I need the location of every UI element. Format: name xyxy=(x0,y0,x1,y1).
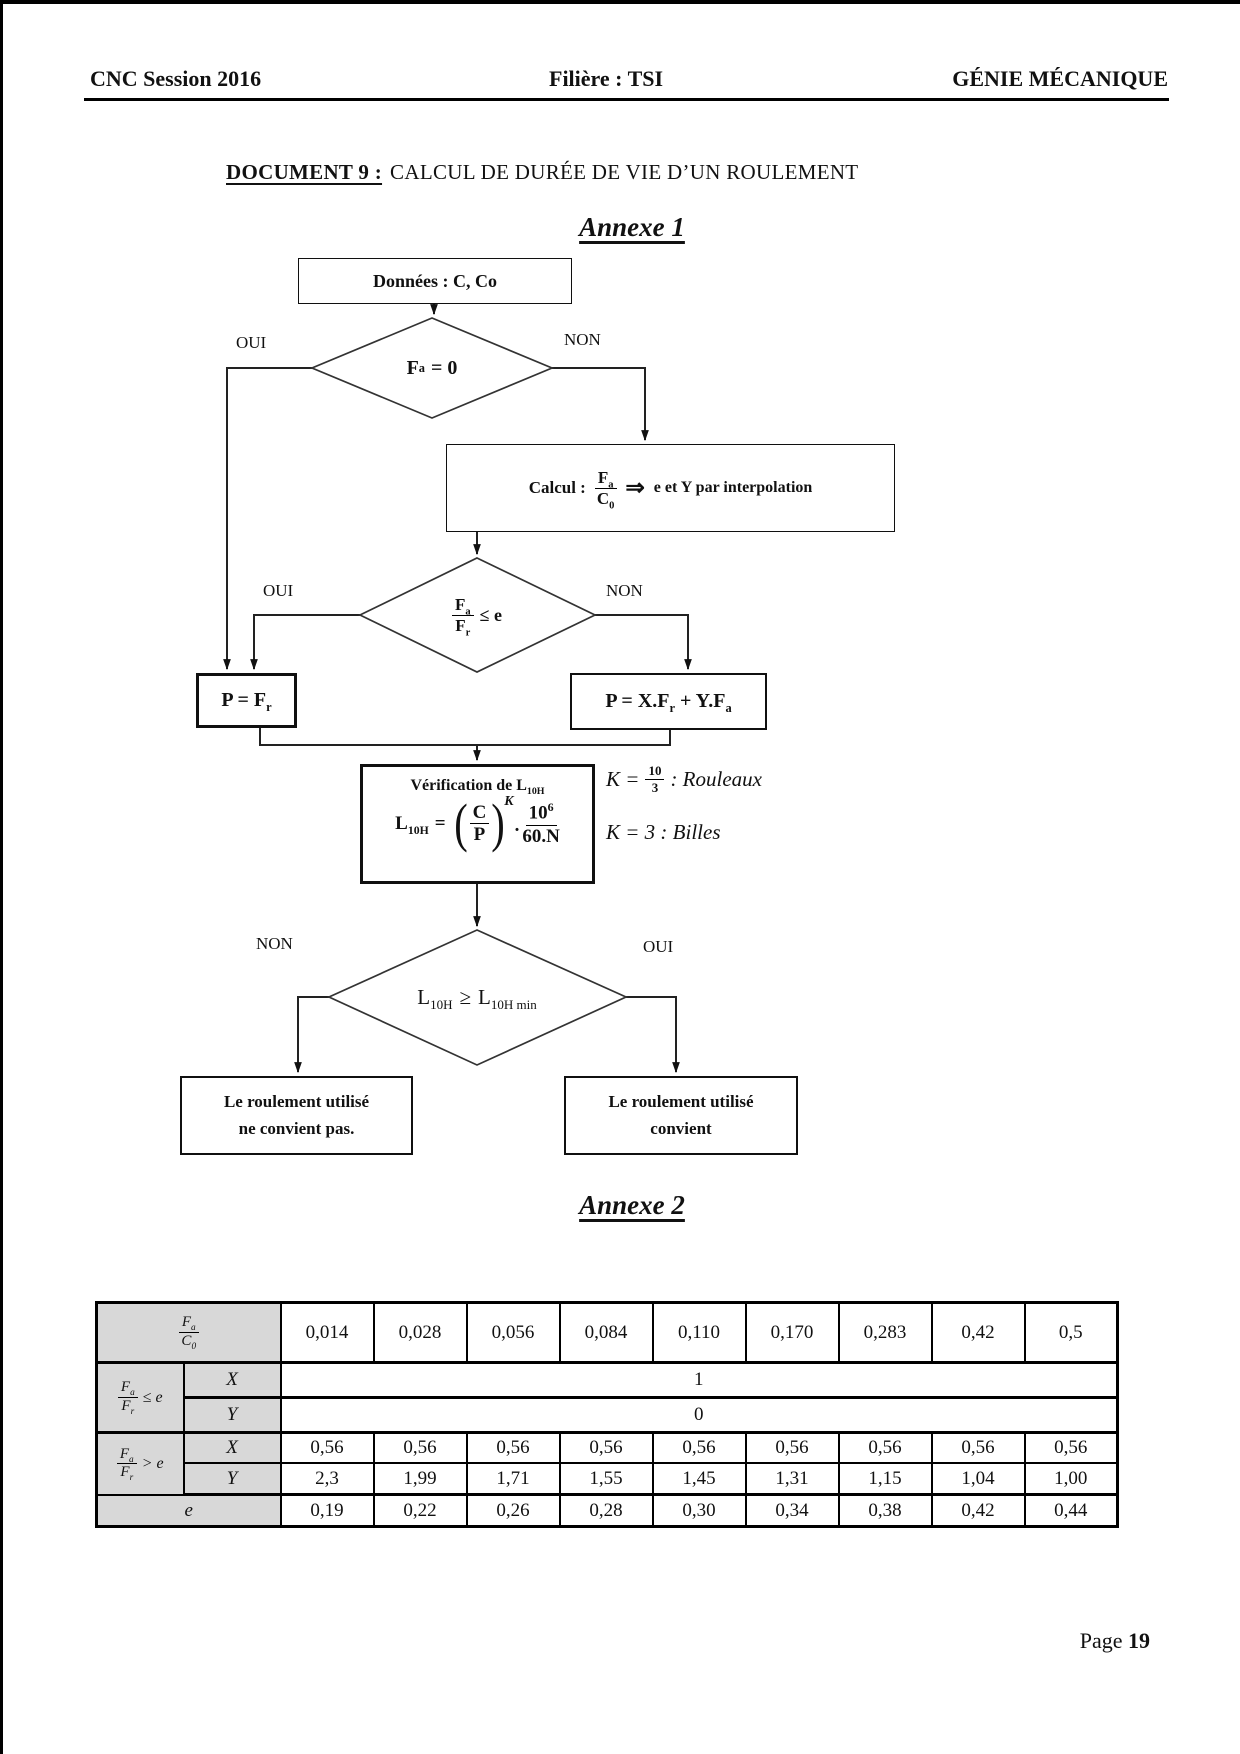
implies-arrow: ⇒ xyxy=(625,475,645,500)
p-xy-s2: a xyxy=(725,701,732,715)
fa-fr-gt-num xyxy=(117,1447,137,1465)
p-fr-text: P = F xyxy=(221,689,267,711)
corner-fraction xyxy=(98,1315,280,1350)
header-session: CNC Session 2016 xyxy=(90,66,262,91)
calc-frac-den xyxy=(596,488,615,511)
close-paren: ) xyxy=(491,793,506,853)
page-number-label: Page xyxy=(1079,1628,1123,1653)
fa-fr-gt-den xyxy=(120,1464,134,1484)
table-row-x-le xyxy=(97,1363,1118,1398)
connector-d2-oui-to-pfr xyxy=(254,615,360,669)
calc-den-base: C xyxy=(596,488,610,508)
connector-d3-non-to-resno xyxy=(298,997,329,1072)
calc-frac-num xyxy=(595,469,617,489)
calc-den-sub: 0 xyxy=(609,499,615,511)
y-label-cell: Y xyxy=(184,1463,281,1495)
corner-cell xyxy=(97,1303,281,1363)
y-gt-cell: 1,55 xyxy=(560,1463,653,1495)
verif-eq: = xyxy=(434,812,446,834)
y-gt-cell: 1,00 xyxy=(1025,1463,1118,1495)
p-xy-formula xyxy=(605,690,731,713)
bearing-coefficients-table xyxy=(95,1301,1119,1528)
d2-non-label: NON xyxy=(606,581,643,600)
verif-lhs xyxy=(395,813,429,835)
y-gt-cell: 1,99 xyxy=(374,1463,467,1495)
d2-num-base: F xyxy=(454,594,466,614)
condition-le xyxy=(98,1380,183,1415)
table-row-y-gt xyxy=(97,1463,1118,1495)
p-xy-t1: P = X.F xyxy=(605,690,670,712)
d3-oui-label: OUI xyxy=(643,937,674,956)
gt-num-base: F xyxy=(119,1445,130,1462)
corner-den-base: C xyxy=(181,1333,192,1349)
d2-den-sub: r xyxy=(465,626,471,638)
page-title-label: DOCUMENT 9 : xyxy=(226,160,383,184)
x-gt-cell: 0,56 xyxy=(653,1433,746,1464)
decision-fa-zero-label: F a = 0 xyxy=(406,356,458,379)
gt-cmp: > e xyxy=(141,1454,164,1472)
verif-cp-fraction xyxy=(470,803,490,846)
x-gt-cell: 0,56 xyxy=(1025,1433,1118,1464)
y-gt-cell: 1,45 xyxy=(653,1463,746,1495)
e-value-cell: 0,38 xyxy=(839,1495,932,1527)
table-row-y-le xyxy=(97,1398,1118,1433)
ratio-cell: 0,42 xyxy=(932,1303,1025,1363)
verif-pow-num xyxy=(526,801,557,825)
e-label-cell: e xyxy=(97,1495,281,1527)
table-row-e xyxy=(97,1495,1118,1527)
d1-rest: = 0 xyxy=(431,356,458,379)
page-number-value: 19 xyxy=(1128,1628,1150,1653)
y-gt-cell: 1,31 xyxy=(746,1463,839,1495)
table-row-header xyxy=(97,1303,1118,1363)
corner-num-base: F xyxy=(181,1314,192,1331)
y-label-cell: Y xyxy=(184,1398,281,1433)
d2-oui-label: OUI xyxy=(263,581,294,600)
d3-l1 xyxy=(417,985,452,1010)
gt-num-sub: a xyxy=(129,1454,134,1465)
x-gt-cell: 0,56 xyxy=(467,1433,560,1464)
note-rouleaux xyxy=(606,764,762,794)
x-gt-cell: 0,56 xyxy=(746,1433,839,1464)
condition-gt xyxy=(98,1447,183,1482)
d1-base: F xyxy=(406,356,419,379)
fa-c0-den xyxy=(181,1333,196,1350)
d3-cmp: ≥ xyxy=(459,984,472,1009)
verif-lhs-base: L xyxy=(395,812,408,834)
x-gt-cell: 0,56 xyxy=(560,1433,653,1464)
e-value-cell: 0,26 xyxy=(467,1495,560,1527)
d3-l2-sub: 10H min xyxy=(490,996,537,1012)
calc-box xyxy=(446,444,895,532)
ratio-cell: 0,014 xyxy=(281,1303,374,1363)
d3-l1-base: L xyxy=(417,984,431,1009)
connector-d3-oui-to-resyes xyxy=(626,997,676,1072)
calc-num-sub: a xyxy=(608,479,614,491)
gt-den-sub: r xyxy=(129,1473,134,1484)
note-rouleaux-pre: K = xyxy=(606,766,640,791)
d2-num-sub: a xyxy=(465,606,471,618)
e-value-cell: 0,28 xyxy=(560,1495,653,1527)
note-rouleaux-fraction xyxy=(645,764,664,794)
x-gt-cell: 0,56 xyxy=(932,1433,1025,1464)
verif-exponent: K xyxy=(504,793,514,809)
page-title-text: CALCUL DE DURÉE DE VIE D’UN ROULEMENT xyxy=(390,160,859,184)
verification-box xyxy=(360,764,595,884)
e-value-cell: 0,42 xyxy=(932,1495,1025,1527)
ratio-cell: 0,028 xyxy=(374,1303,467,1363)
verif-times-dot: . xyxy=(514,814,520,836)
d3-l1-sub: 10H xyxy=(430,996,453,1012)
d3-l2 xyxy=(478,985,537,1010)
d3-non-label: NON xyxy=(256,934,293,953)
verif-lhs-sub: 10H xyxy=(407,823,429,837)
e-value-cell: 0,22 xyxy=(374,1495,467,1527)
fa-fr-fraction-gt xyxy=(117,1447,137,1482)
connector-d1-oui-to-pfr xyxy=(227,368,312,669)
condition-le-cell xyxy=(97,1363,184,1433)
e-value-cell: 0,19 xyxy=(281,1495,374,1527)
x-gt-cell: 0,56 xyxy=(839,1433,932,1464)
y-gt-cell: 2,3 xyxy=(281,1463,374,1495)
fa-c0-num xyxy=(179,1315,199,1333)
verif-pow-exp: 6 xyxy=(547,800,554,815)
p-xy-box xyxy=(570,673,767,730)
verif-title xyxy=(410,777,545,798)
le-den-base: F xyxy=(121,1398,131,1414)
condition-gt-cell xyxy=(97,1433,184,1495)
p-fr-box xyxy=(196,673,297,728)
connector-d1-non-to-calc xyxy=(552,368,645,440)
result-yes-line2: convient xyxy=(650,1118,712,1138)
fa-fr-fraction xyxy=(118,1380,138,1415)
fa-fr-num xyxy=(118,1380,138,1398)
p-xy-t2: + Y.F xyxy=(679,690,726,712)
corner-den-sub: 0 xyxy=(191,1342,197,1352)
calc-fraction xyxy=(595,467,617,511)
ratio-cell: 0,110 xyxy=(653,1303,746,1363)
le-den-sub: r xyxy=(130,1407,135,1417)
x-gt-cell: 0,56 xyxy=(374,1433,467,1464)
d2-frac-num xyxy=(452,596,474,616)
le-num-base: F xyxy=(120,1379,131,1396)
y-gt-cell: 1,71 xyxy=(467,1463,560,1495)
ratio-cell: 0,5 xyxy=(1025,1303,1118,1363)
le-num-sub: a xyxy=(130,1388,135,1399)
data-box-label: Données : C, Co xyxy=(373,270,497,291)
verif-pow-fraction xyxy=(522,801,559,846)
note-billes: K = 3 : Billes xyxy=(606,820,721,844)
e-value-cell: 0,44 xyxy=(1025,1495,1118,1527)
p-xy-s1: r xyxy=(669,701,675,715)
decision-fafr-le-e-label xyxy=(417,578,537,652)
p-fr-sub: r xyxy=(266,700,272,714)
y-gt-cell: 1,15 xyxy=(839,1463,932,1495)
result-not-suitable-box xyxy=(180,1076,413,1155)
data-box xyxy=(298,258,572,304)
verif-title-sub: 10H xyxy=(526,786,545,798)
header-subject: GÉNIE MÉCANIQUE xyxy=(952,66,1168,91)
e-value-cell: 0,34 xyxy=(746,1495,839,1527)
d2-fraction xyxy=(452,594,474,638)
calc-suffix: e et Y par interpolation xyxy=(653,479,813,496)
d3-l2-base: L xyxy=(478,984,491,1009)
verif-frac-den: P xyxy=(473,824,486,846)
x-gt-cell: 0,56 xyxy=(281,1433,374,1464)
y-gt-cell: 1,04 xyxy=(932,1463,1025,1495)
d2-frac-den xyxy=(455,615,471,638)
le-cmp: ≤ e xyxy=(142,1388,163,1406)
corner-num-sub: a xyxy=(191,1323,196,1334)
d2-den-base: F xyxy=(455,615,466,635)
note-rouleaux-den: 3 xyxy=(651,779,659,795)
result-no-line2: ne convient pas. xyxy=(238,1118,355,1138)
header-filiere: Filière : TSI xyxy=(549,66,664,91)
verif-pow-base: 10 xyxy=(528,802,548,824)
calc-prefix: Calcul : xyxy=(528,478,586,497)
note-rouleaux-num: 10 xyxy=(645,764,664,780)
verif-title-text: Vérification de L xyxy=(410,777,527,794)
calc-num-base: F xyxy=(597,467,609,487)
d2-cmp: ≤ e xyxy=(479,604,503,625)
result-no-line1: Le roulement utilisé xyxy=(223,1092,370,1112)
note-rouleaux-post: : Rouleaux xyxy=(670,766,762,791)
verif-formula xyxy=(395,793,560,853)
ratio-cell: 0,170 xyxy=(746,1303,839,1363)
annexe2-heading: Annexe 2 xyxy=(579,1190,685,1220)
decision-l10h-label xyxy=(357,975,597,1019)
result-yes-line1: Le roulement utilisé xyxy=(608,1092,754,1112)
ratio-cell: 0,283 xyxy=(839,1303,932,1363)
x-label-cell: X xyxy=(184,1363,281,1398)
fa-c0-fraction xyxy=(179,1315,199,1350)
gt-den-base: F xyxy=(120,1464,130,1481)
verif-pow-den: 60.N xyxy=(522,825,560,847)
calc-formula xyxy=(528,467,813,511)
ratio-cell: 0,056 xyxy=(467,1303,560,1363)
d1-non-label: NON xyxy=(564,330,601,349)
open-paren: ( xyxy=(453,793,468,853)
table-row-x-gt xyxy=(97,1433,1118,1464)
x-le-value-cell: 1 xyxy=(281,1363,1118,1398)
d1-oui-label: OUI xyxy=(236,333,267,352)
result-suitable-box xyxy=(564,1076,798,1155)
ratio-cell: 0,084 xyxy=(560,1303,653,1363)
fa-fr-den xyxy=(121,1398,134,1415)
e-value-cell: 0,30 xyxy=(653,1495,746,1527)
annexe1-heading: Annexe 1 xyxy=(579,212,685,242)
connector-d2-non-to-pxy xyxy=(595,615,688,669)
verif-frac-num: C xyxy=(470,803,490,825)
y-le-value-cell: 0 xyxy=(281,1398,1118,1433)
p-fr-formula xyxy=(221,689,271,712)
x-label-cell: X xyxy=(184,1433,281,1464)
